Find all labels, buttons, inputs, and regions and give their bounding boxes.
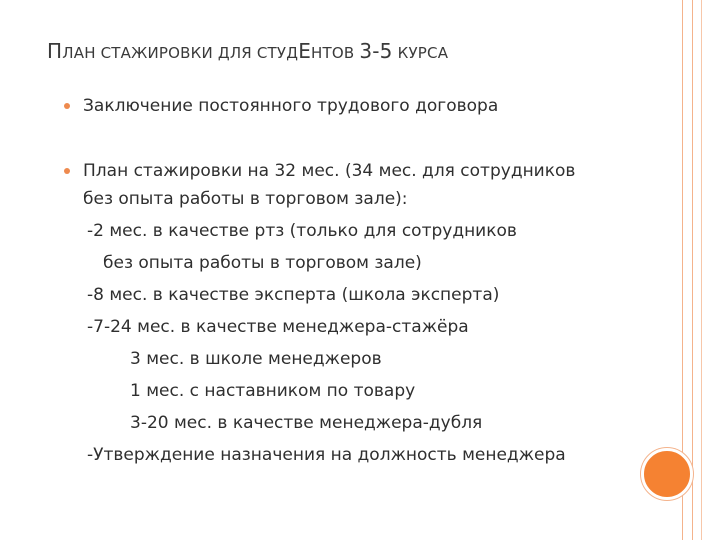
text-line: -7-24 мес. в качестве менеджера-стажёра <box>87 317 469 337</box>
title-number: 3-5 <box>359 39 393 63</box>
title-e-letter: Е <box>298 39 312 63</box>
frame-line-3 <box>701 0 702 540</box>
decorative-circle <box>641 448 693 500</box>
bullet-icon <box>64 168 70 174</box>
text-line: 3 мес. в школе менеджеров <box>130 349 382 369</box>
title-part-1: ЛАН СТАЖИРОВКИ ДЛЯ СТУД <box>62 44 299 62</box>
text-line: 3-20 мес. в качестве менеджера-дубля <box>130 413 483 433</box>
title-part-2: НТОВ <box>311 44 360 62</box>
slide-title <box>47 28 448 66</box>
text-line: без опыта работы в торговом зале) <box>103 253 422 273</box>
bullet-icon <box>64 103 70 109</box>
title-part-3: КУРСА <box>392 44 449 62</box>
bullet-text: Заключение постоянного трудового договора <box>83 96 499 116</box>
bullet-text: План стажировки на 32 мес. (34 мес. для сотрудников <box>83 161 576 181</box>
text-line: -8 мес. в качестве эксперта (школа эксперта) <box>87 285 500 305</box>
frame-line-2 <box>692 0 693 540</box>
text-line: -2 мес. в качестве ртз (только для сотрудников <box>87 221 517 241</box>
text-line: -Утверждение назначения на должность менеджера <box>87 445 566 465</box>
title-first-letter: П <box>47 39 63 63</box>
text-line: 1 мес. с наставником по товару <box>130 381 416 401</box>
text-line: без опыта работы в торговом зале): <box>83 189 408 209</box>
